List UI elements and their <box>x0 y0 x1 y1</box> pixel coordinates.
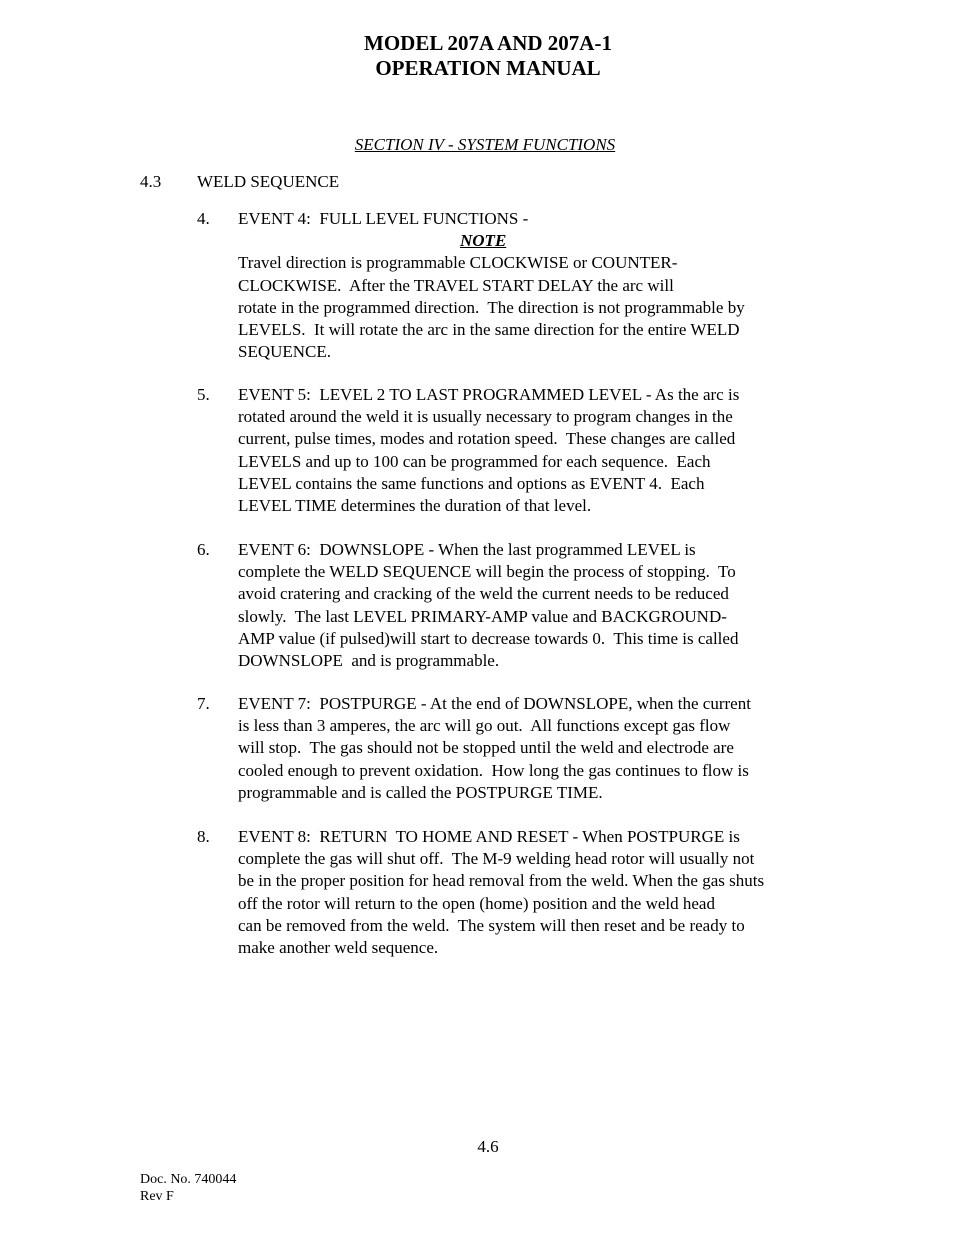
item-line: SEQUENCE. <box>238 342 332 362</box>
item-line: LEVELS and up to 100 can be programmed for each sequence. Each <box>238 451 711 471</box>
item-line: rotate in the programmed direction. The direction is not programmable by <box>238 297 745 317</box>
item-line: EVENT 6: DOWNSLOPE - When the last programmed LEVEL is <box>238 540 696 559</box>
item-number: 6. <box>197 540 210 559</box>
item-line: LEVELS. It will rotate the arc in the same direction for the entire WELD <box>238 319 740 339</box>
item-line: LEVEL contains the same functions and options as EVENT 4. Each <box>238 473 705 493</box>
page-number: 4.6 <box>477 1137 499 1156</box>
item-line: complete the WELD SEQUENCE will begin the process of stopping. To <box>238 562 736 582</box>
item-line: Travel direction is programmable CLOCKWISE or COUNTER- <box>238 253 678 273</box>
doc-number: Doc. No. 740044 <box>140 1172 237 1187</box>
item-line: AMP value (if pulsed)will start to decrease towards 0. This time is called <box>238 628 739 648</box>
item-number: 8. <box>197 827 210 846</box>
subsection-title: WELD SEQUENCE <box>197 172 340 191</box>
item-line: cooled enough to prevent oxidation. How long the gas continues to flow is <box>238 760 749 780</box>
section-title: SECTION IV - SYSTEM FUNCTIONS <box>354 135 616 154</box>
item-line: DOWNSLOPE and is programmable. <box>238 650 500 670</box>
item-text <box>238 208 838 363</box>
revision: Rev F <box>140 1189 174 1204</box>
item-line: EVENT 5: LEVEL 2 TO LAST PROGRAMMED LEVEL - As the arc is <box>238 385 740 404</box>
item-line: avoid cratering and cracking of the weld the current needs to be reduced <box>238 584 729 604</box>
item-number: 5. <box>197 385 210 404</box>
item-text <box>238 384 838 517</box>
item-line: make another weld sequence. <box>238 937 439 957</box>
item-line: rotated around the weld it is usually necessary to program changes in the <box>238 407 733 427</box>
item-line: CLOCKWISE. After the TRAVEL START DELAY the arc will <box>238 275 674 295</box>
item-line: LEVEL TIME determines the duration of that level. <box>238 495 592 515</box>
item-line: can be removed from the weld. The system will then reset and be ready to <box>238 915 745 935</box>
item-number: 7. <box>197 694 210 713</box>
item-text <box>238 693 838 804</box>
item-line: programmable and is called the POSTPURGE TIME. <box>238 782 603 802</box>
item-line <box>238 230 838 252</box>
item-line: will stop. The gas should not be stopped until the weld and electrode are <box>238 738 734 758</box>
item-text <box>238 539 838 672</box>
document-subtitle: OPERATION MANUAL <box>375 56 601 80</box>
item-text <box>238 826 838 959</box>
item-number: 4. <box>197 209 210 228</box>
item-line: off the rotor will return to the open (home) position and the weld head <box>238 893 715 913</box>
item-line: EVENT 8: RETURN TO HOME AND RESET - When POSTPURGE is <box>238 827 740 846</box>
item-line: EVENT 7: POSTPURGE - At the end of DOWNSLOPE, when the current <box>238 694 751 713</box>
item-line: be in the proper position for head removal from the weld. When the gas shuts <box>238 871 765 891</box>
item-line: EVENT 4: FULL LEVEL FUNCTIONS - <box>238 209 529 228</box>
subsection-number: 4.3 <box>140 172 162 191</box>
item-line: slowly. The last LEVEL PRIMARY-AMP value and BACKGROUND- <box>238 606 727 626</box>
document-title: MODEL 207A AND 207A-1 <box>364 31 612 55</box>
item-line: complete the gas will shut off. The M-9 welding head rotor will usually not <box>238 849 755 869</box>
note-label: NOTE <box>460 231 507 250</box>
item-line: is less than 3 amperes, the arc will go out. All functions except gas flow <box>238 716 731 736</box>
item-line: current, pulse times, modes and rotation speed. These changes are called <box>238 429 736 449</box>
